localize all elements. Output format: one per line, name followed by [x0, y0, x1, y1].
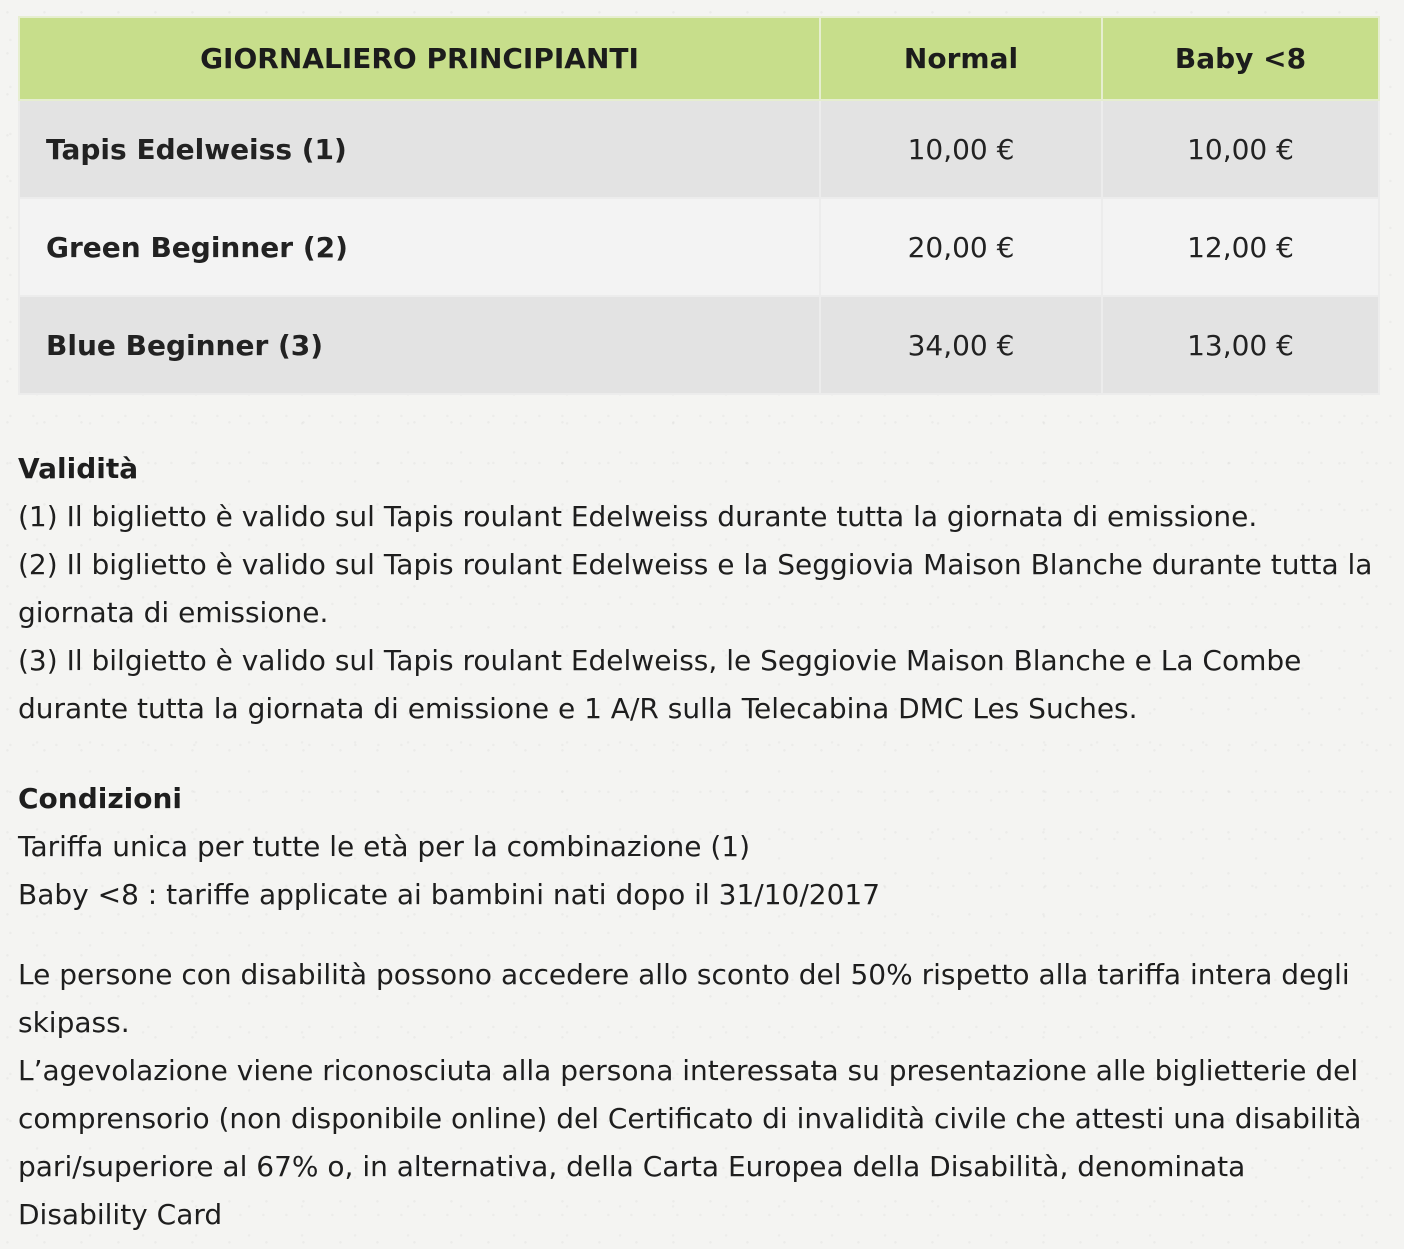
row-baby-price: 12,00 € [1102, 198, 1379, 296]
row-normal-price: 20,00 € [820, 198, 1102, 296]
row-baby-price: 10,00 € [1102, 100, 1379, 198]
header-baby: Baby <8 [1102, 17, 1379, 100]
disability-requirements-text: L’agevolazione viene riconosciuta alla persona interessata su presentazione alle biglietterie del comprensorio (non disponibile online) del Certificato di invalidità civile che attesti una disabilità pari/superiore al 67% o, in alternativa, della Carta Europea della Disabilità, denominata Disability Card [18, 1054, 1362, 1231]
disability-section [18, 951, 1378, 1239]
disability-discount-text: Le persone con disabilità possono accedere allo sconto del 50% rispetto alla tariffa intera degli skipass. [18, 958, 1350, 1039]
page-content [18, 16, 1378, 1239]
row-baby-price: 13,00 € [1102, 296, 1379, 394]
header-ticket-type: GIORNALIERO PRINCIPIANTI [19, 17, 820, 100]
validity-note-1: (1) Il biglietto è valido sul Tapis roulant Edelweiss durante tutta la giornata di emissione. [18, 500, 1258, 533]
row-normal-price: 10,00 € [820, 100, 1102, 198]
validity-heading: Validità [18, 452, 139, 485]
validity-note-2: (2) Il biglietto è valido sul Tapis roulant Edelweiss e la Seggiovia Maison Blanche durante tutta la giornata di emissione. [18, 548, 1373, 629]
conditions-line-2: Baby <8 : tariffe applicate ai bambini nati dopo il 31/10/2017 [18, 878, 881, 911]
table-row [19, 198, 1379, 296]
row-name: Green Beginner (2) [19, 198, 820, 296]
row-name: Tapis Edelweiss (1) [19, 100, 820, 198]
conditions-heading: Condizioni [18, 782, 183, 815]
table-header-row [19, 17, 1379, 100]
validity-note-3: (3) Il bilgietto è valido sul Tapis roulant Edelweiss, le Seggiovie Maison Blanche e La Combe durante tutta la giornata di emissione e 1 A/R sulla Telecabina DMC Les Suches. [18, 644, 1302, 725]
table-row [19, 296, 1379, 394]
price-table [18, 16, 1380, 395]
conditions-section [18, 775, 1378, 919]
conditions-line-1: Tariffa unica per tutte le età per la combinazione (1) [18, 830, 751, 863]
row-normal-price: 34,00 € [820, 296, 1102, 394]
row-name: Blue Beginner (3) [19, 296, 820, 394]
table-row [19, 100, 1379, 198]
validity-section [18, 445, 1378, 733]
header-normal: Normal [820, 17, 1102, 100]
